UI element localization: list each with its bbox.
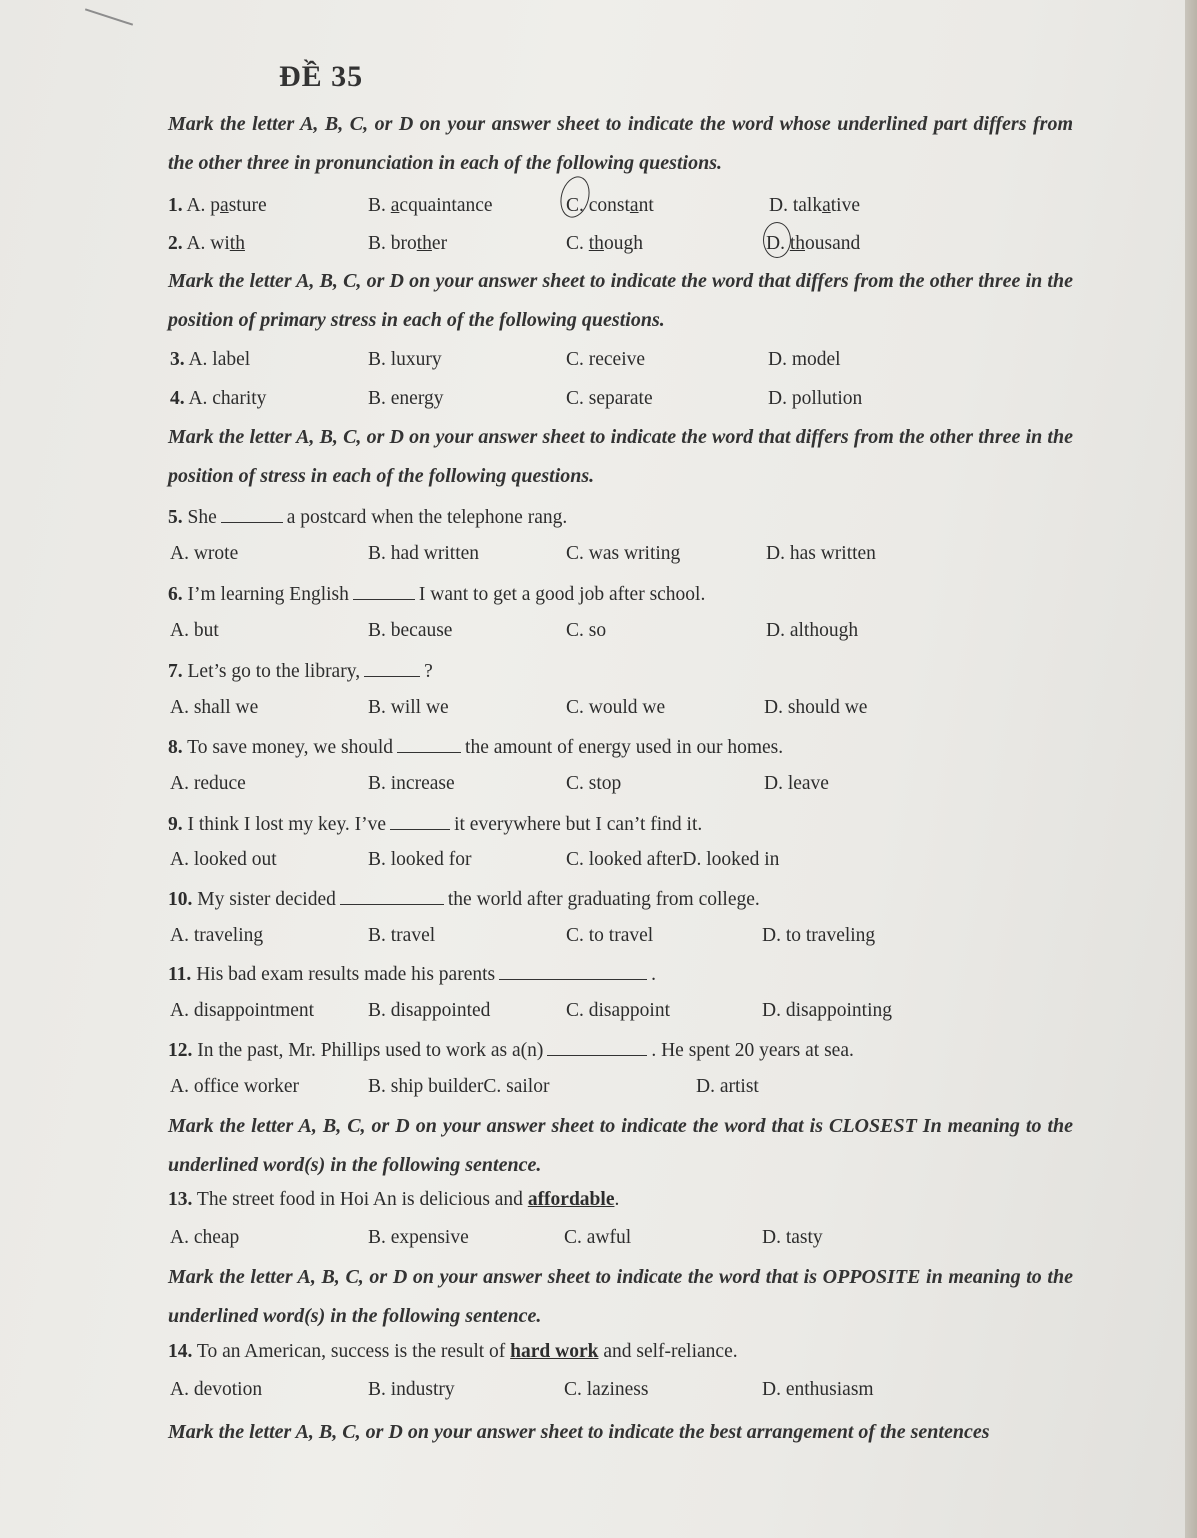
instruction-opposite-meaning: Mark the letter A, B, C, or D on your answer sheet to indicate the word that is OPPOSITE in meaning to the underlined word(s) in the following sentence. bbox=[168, 1266, 1073, 1327]
question-7-options: A. shall we B. will we C. would we D. should we bbox=[170, 697, 868, 718]
question-8: 8. To save money, we should the amount of energy used in our homes. bbox=[168, 734, 1073, 760]
question-11-options: A. disappointment B. disappointed C. disappoint D. disappointing bbox=[170, 1000, 892, 1021]
question-10: 10. My sister decided the world after graduating from college. bbox=[168, 886, 1073, 912]
question-7: 7. Let’s go to the library, ? bbox=[168, 658, 1073, 684]
question-14: 14. To an American, success is the result of hard work and self-reliance. bbox=[168, 1341, 738, 1362]
paper-edge bbox=[1185, 0, 1197, 1538]
question-13: 13. The street food in Hoi An is delicious and affordable. bbox=[168, 1189, 620, 1210]
question-6: 6. I’m learning English I want to get a good job after school. bbox=[168, 581, 1073, 607]
instruction-pronunciation: Mark the letter A, B, C, or D on your answer sheet to indicate the word whose underlined part differs from the other three in pronunciation in each of the following questions. bbox=[168, 113, 1073, 174]
instruction-stress: Mark the letter A, B, C, or D on your answer sheet to indicate the word that differs from the other three in the position of stress in each of the following questions. bbox=[168, 426, 1073, 487]
question-4: 4. A. charity B. energy C. separate D. pollution bbox=[170, 388, 863, 409]
question-10-options: A. traveling B. travel C. to travel D. to traveling bbox=[170, 925, 876, 946]
question-11: 11. His bad exam results made his parents . bbox=[168, 961, 1073, 987]
question-8-options: A. reduce B. increase C. stop D. leave bbox=[170, 773, 829, 794]
question-5: 5. She a postcard when the telephone rang. bbox=[168, 504, 1073, 530]
question-6-options: A. but B. because C. so D. although bbox=[170, 620, 859, 641]
question-9: 9. I think I lost my key. I’ve it everywhere but I can’t find it. bbox=[168, 811, 1073, 837]
instruction-closest-meaning: Mark the letter A, B, C, or D on your answer sheet to indicate the word that is CLOSEST In meaning to the underlined word(s) in the following sentence. bbox=[168, 1115, 1073, 1176]
instruction-arrangement: Mark the letter A, B, C, or D on your answer sheet to indicate the best arrangement of the sentences bbox=[168, 1421, 990, 1443]
question-3: 3. A. label B. luxury C. receive D. model bbox=[170, 349, 841, 370]
option-c-circled: C. constant bbox=[566, 195, 654, 216]
instruction-primary-stress: Mark the letter A, B, C, or D on your answer sheet to indicate the word that differs from the other three in the position of primary stress in each of the following questions. bbox=[168, 270, 1073, 331]
question-5-options: A. wrote B. had written C. was writing D. has written bbox=[170, 543, 876, 564]
answer-circle bbox=[763, 222, 791, 258]
question-number: 1. bbox=[168, 195, 183, 216]
question-9-options: A. looked out B. looked for C. looked afterD. looked in bbox=[170, 849, 780, 870]
question-13-options: A. cheap B. expensive C. awful D. tasty bbox=[170, 1227, 823, 1248]
question-12-options: A. office worker B. ship builderC. sailor D. artist bbox=[170, 1076, 759, 1097]
page-title: ĐỀ 35 bbox=[279, 60, 364, 93]
question-14-options: A. devotion B. industry C. laziness D. enthusiasm bbox=[170, 1379, 874, 1400]
question-12: 12. In the past, Mr. Phillips used to work as a(n) . He spent 20 years at sea. bbox=[168, 1037, 1073, 1063]
